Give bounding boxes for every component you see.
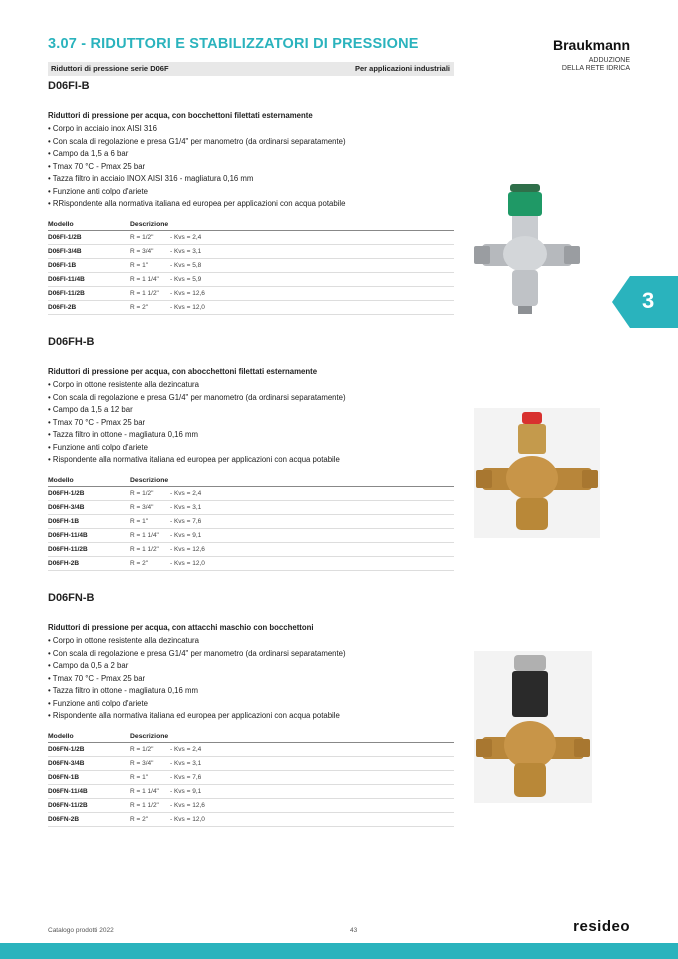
model-code: D06FI-11/4B bbox=[48, 272, 130, 286]
connection-size: R = 2" bbox=[130, 300, 170, 314]
table-row bbox=[48, 770, 454, 784]
model-table bbox=[48, 221, 454, 315]
kvs-value: - Kvs = 12,6 bbox=[170, 286, 454, 300]
model-code: D06FH-11/2B bbox=[48, 542, 130, 556]
table-row bbox=[48, 812, 454, 826]
application-label: Per applicazioni industriali bbox=[354, 64, 450, 73]
model-code: D06FI-1B bbox=[48, 258, 130, 272]
model-column-header: Modello bbox=[48, 477, 130, 487]
bottom-accent-bar bbox=[0, 943, 678, 959]
connection-size: R = 1/2" bbox=[130, 230, 170, 244]
model-column-header: Modello bbox=[48, 733, 130, 743]
feature-item: • Tmax 70 °C - Pmax 25 bar bbox=[48, 673, 454, 686]
connection-size: R = 1 1/2" bbox=[130, 286, 170, 300]
model-code: D06FH-2B bbox=[48, 556, 130, 570]
table-row bbox=[48, 500, 454, 514]
kvs-value: - Kvs = 5,8 bbox=[170, 258, 454, 272]
connection-size: R = 1 1/4" bbox=[130, 528, 170, 542]
table-row bbox=[48, 528, 454, 542]
model-code: D06FN-2B bbox=[48, 812, 130, 826]
table-row bbox=[48, 798, 454, 812]
product-heading: Riduttori di pressione per acqua, con abocchettoni filettati esternamente bbox=[48, 367, 318, 376]
feature-item: • Tazza filtro in ottone - magliatura 0,16 mm bbox=[48, 685, 454, 698]
model-code: D06FH-3/4B bbox=[48, 500, 130, 514]
model-code: D06FI-1/2B bbox=[48, 230, 130, 244]
connection-size: R = 2" bbox=[130, 812, 170, 826]
catalog-label: Catalogo prodotti 2022 bbox=[48, 927, 114, 934]
table-row bbox=[48, 230, 454, 244]
model-code: D06FN-11/4B bbox=[48, 784, 130, 798]
model-code: D06FH-1B bbox=[48, 514, 130, 528]
brand-subtitle-line-2: DELLA RETE IDRICA bbox=[561, 65, 630, 72]
feature-item: • Tazza filtro in acciaio INOX AISI 316 - magliatura 0,16 mm bbox=[48, 173, 454, 186]
table-row bbox=[48, 542, 454, 556]
feature-list bbox=[48, 123, 454, 211]
table-row bbox=[48, 556, 454, 570]
product-section bbox=[48, 592, 454, 827]
resideo-logo: resideo bbox=[573, 918, 630, 935]
model-code: D06FI-2B bbox=[48, 300, 130, 314]
feature-item: • Campo da 1,5 a 6 bar bbox=[48, 148, 454, 161]
table-row bbox=[48, 486, 454, 500]
description-column-header: Descrizione bbox=[130, 221, 454, 231]
model-table bbox=[48, 733, 454, 827]
product-code: D06FN-B bbox=[48, 592, 95, 604]
connection-size: R = 3/4" bbox=[130, 244, 170, 258]
feature-item: • Campo da 0,5 a 2 bar bbox=[48, 660, 454, 673]
model-table bbox=[48, 477, 454, 571]
connection-size: R = 1" bbox=[130, 258, 170, 272]
feature-item: • Tmax 70 °C - Pmax 25 bar bbox=[48, 161, 454, 174]
table-row bbox=[48, 756, 454, 770]
kvs-value: - Kvs = 12,0 bbox=[170, 300, 454, 314]
connection-size: R = 3/4" bbox=[130, 756, 170, 770]
table-row bbox=[48, 272, 454, 286]
connection-size: R = 1 1/2" bbox=[130, 798, 170, 812]
brand-logo: Braukmann bbox=[552, 37, 630, 53]
kvs-value: - Kvs = 7,6 bbox=[170, 514, 454, 528]
series-label: Riduttori di pressione serie D06F bbox=[51, 64, 169, 73]
valve-photo-stainless bbox=[472, 178, 584, 320]
connection-size: R = 3/4" bbox=[130, 500, 170, 514]
feature-item: • Funzione anti colpo d'ariete bbox=[48, 186, 454, 199]
kvs-value: - Kvs = 2,4 bbox=[170, 486, 454, 500]
kvs-value: - Kvs = 3,1 bbox=[170, 500, 454, 514]
connection-size: R = 1 1/4" bbox=[130, 272, 170, 286]
connection-size: R = 1" bbox=[130, 770, 170, 784]
series-bar bbox=[48, 62, 454, 76]
kvs-value: - Kvs = 7,6 bbox=[170, 770, 454, 784]
connection-size: R = 1" bbox=[130, 514, 170, 528]
feature-item: • Con scala di regolazione e presa G1/4" per manometro (da ordinarsi separatamente) bbox=[48, 392, 454, 405]
product-section bbox=[48, 80, 454, 315]
connection-size: R = 1 1/4" bbox=[130, 784, 170, 798]
chapter-tab bbox=[630, 276, 678, 328]
feature-item: • RRispondente alla normativa italiana ed europea per applicazioni con acqua potabile bbox=[48, 198, 454, 211]
feature-list bbox=[48, 379, 454, 467]
product-heading: Riduttori di pressione per acqua, con bocchettoni filettati esternamente bbox=[48, 111, 313, 120]
model-column-header: Modello bbox=[48, 221, 130, 231]
valve-photo-brass bbox=[474, 408, 600, 538]
connection-size: R = 1 1/2" bbox=[130, 542, 170, 556]
kvs-value: - Kvs = 9,1 bbox=[170, 784, 454, 798]
kvs-value: - Kvs = 12,6 bbox=[170, 798, 454, 812]
feature-item: • Rispondente alla normativa italiana ed europea per applicazioni con acqua potabile bbox=[48, 710, 454, 723]
table-row bbox=[48, 784, 454, 798]
model-code: D06FI-3/4B bbox=[48, 244, 130, 258]
brand-subtitle-line-1: ADDUZIONE bbox=[588, 57, 630, 64]
kvs-value: - Kvs = 12,6 bbox=[170, 542, 454, 556]
product-code: D06FI-B bbox=[48, 80, 90, 92]
feature-item: • Corpo in acciaio inox AISI 316 bbox=[48, 123, 454, 136]
feature-list bbox=[48, 635, 454, 723]
table-row bbox=[48, 514, 454, 528]
table-row bbox=[48, 300, 454, 314]
feature-item: • Tazza filtro in ottone - magliatura 0,16 mm bbox=[48, 429, 454, 442]
kvs-value: - Kvs = 2,4 bbox=[170, 230, 454, 244]
feature-item: • Con scala di regolazione e presa G1/4" per manometro (da ordinarsi separatamente) bbox=[48, 648, 454, 661]
product-heading: Riduttori di pressione per acqua, con attacchi maschio con bocchettoni bbox=[48, 623, 314, 632]
kvs-value: - Kvs = 3,1 bbox=[170, 756, 454, 770]
description-column-header: Descrizione bbox=[130, 477, 454, 487]
valve-photo-brass-maschio bbox=[474, 651, 592, 803]
connection-size: R = 2" bbox=[130, 556, 170, 570]
kvs-value: - Kvs = 2,4 bbox=[170, 742, 454, 756]
feature-item: • Funzione anti colpo d'ariete bbox=[48, 698, 454, 711]
feature-item: • Tmax 70 °C - Pmax 25 bar bbox=[48, 417, 454, 430]
model-code: D06FN-3/4B bbox=[48, 756, 130, 770]
connection-size: R = 1/2" bbox=[130, 486, 170, 500]
page-title: 3.07 - RIDUTTORI E STABILIZZATORI DI PRESSIONE bbox=[48, 36, 419, 52]
connection-size: R = 1/2" bbox=[130, 742, 170, 756]
description-column-header: Descrizione bbox=[130, 733, 454, 743]
kvs-value: - Kvs = 12,0 bbox=[170, 812, 454, 826]
product-code: D06FH-B bbox=[48, 336, 95, 348]
model-code: D06FH-1/2B bbox=[48, 486, 130, 500]
feature-item: • Campo da 1,5 a 12 bar bbox=[48, 404, 454, 417]
model-code: D06FN-1/2B bbox=[48, 742, 130, 756]
table-row bbox=[48, 742, 454, 756]
model-code: D06FI-11/2B bbox=[48, 286, 130, 300]
kvs-value: - Kvs = 5,9 bbox=[170, 272, 454, 286]
page-number: 43 bbox=[350, 927, 358, 934]
model-code: D06FN-1B bbox=[48, 770, 130, 784]
model-code: D06FH-11/4B bbox=[48, 528, 130, 542]
table-row bbox=[48, 286, 454, 300]
kvs-value: - Kvs = 3,1 bbox=[170, 244, 454, 258]
kvs-value: - Kvs = 12,0 bbox=[170, 556, 454, 570]
model-code: D06FN-11/2B bbox=[48, 798, 130, 812]
product-section bbox=[48, 336, 454, 571]
table-row bbox=[48, 258, 454, 272]
feature-item: • Corpo in ottone resistente alla dezincatura bbox=[48, 379, 454, 392]
kvs-value: - Kvs = 9,1 bbox=[170, 528, 454, 542]
table-row bbox=[48, 244, 454, 258]
feature-item: • Funzione anti colpo d'ariete bbox=[48, 442, 454, 455]
brand-subtitle bbox=[562, 57, 630, 73]
chapter-number: 3 bbox=[642, 288, 655, 313]
feature-item: • Con scala di regolazione e presa G1/4" per manometro (da ordinarsi separatamente) bbox=[48, 136, 454, 149]
feature-item: • Corpo in ottone resistente alla dezincatura bbox=[48, 635, 454, 648]
feature-item: • Rispondente alla normativa italiana ed europea per applicazioni con acqua potabile bbox=[48, 454, 454, 467]
